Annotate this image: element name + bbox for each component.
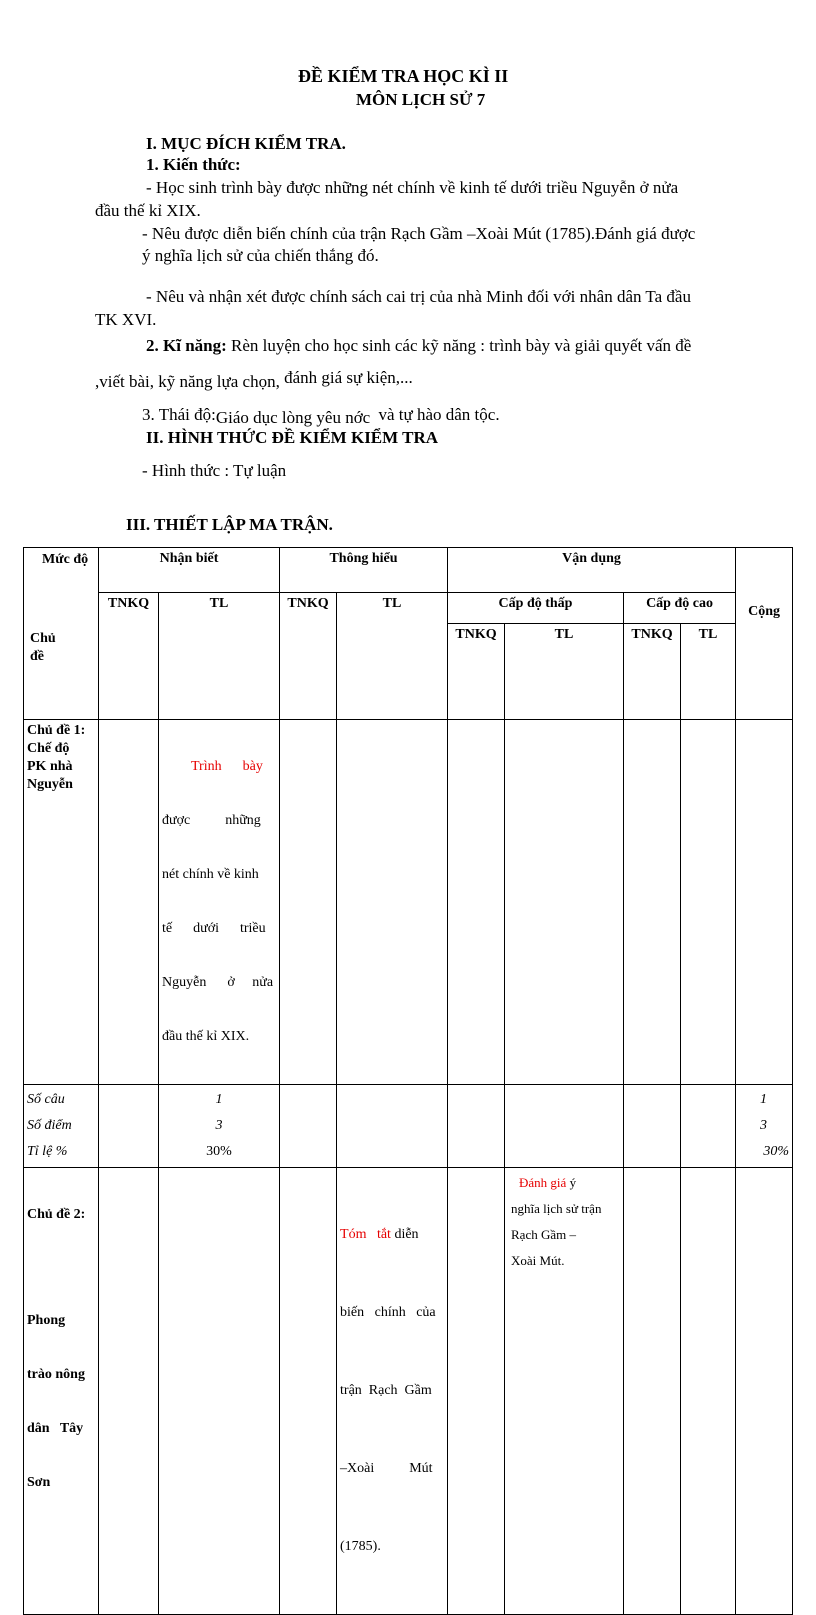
header-understand-tl: TL: [337, 593, 448, 720]
topic-1-low-tnkq: [448, 720, 505, 1085]
topic-2-understand-line: trận Rạch Gầm: [340, 1383, 432, 1398]
header-low-tnkq: TNKQ: [448, 624, 505, 720]
topic-2-total: [736, 1168, 793, 1615]
topic-1-stats-labels: [24, 1085, 99, 1168]
topic-2-low-tl: [505, 1168, 624, 1615]
header-understand-tnkq: TNKQ: [280, 593, 337, 720]
knowledge-heading: 1. Kiến thức:: [146, 155, 241, 174]
knowledge-item-1-line-1: - Học sinh trình bày được những nét chính về kinh tế dưới triều Nguyễn ở nửa: [146, 178, 679, 197]
topic-1-stats-total: [736, 1085, 793, 1168]
topic-2-title: [24, 1168, 99, 1615]
stat-value: 30%: [206, 1144, 232, 1159]
topic-2-understand-line: biến chính của: [340, 1305, 436, 1320]
header-high-tnkq: TNKQ: [624, 624, 681, 720]
header-level-topic: [24, 548, 99, 720]
topic-1-line: PK nhà: [27, 759, 73, 774]
attitude-line: [142, 405, 500, 427]
topic-2-low-tnkq: [448, 1168, 505, 1615]
topic-2-line: dân Tây: [27, 1421, 84, 1436]
knowledge-item-2-line-2: ý nghĩa lịch sử của chiến thắng đó.: [142, 246, 379, 265]
skills-line-2: [95, 368, 413, 392]
header-topic-b: đề: [30, 649, 44, 664]
skills-text-2a: ,viết bài, kỹ năng lựa chọn,: [95, 372, 280, 391]
topic-1-stats-understand-tl: [337, 1085, 448, 1168]
topic-2-understand-line: (1785).: [340, 1539, 381, 1554]
header-level: Mức độ: [42, 552, 89, 567]
document-title: ĐỀ KIỂM TRA HỌC KÌ II: [298, 66, 509, 86]
topic-2-low-red: Đánh giá: [519, 1175, 567, 1190]
attitude-heading: 3. Thái độ:: [142, 405, 216, 424]
topic-2-line: Phong: [27, 1313, 66, 1328]
knowledge-item-3-line-1: - Nêu và nhận xét được chính sách cai trị của nhà Minh đối với nhân dân Ta đầu: [146, 287, 691, 306]
topic-1-total: [736, 720, 793, 1085]
topic-1-recognize-line: tế dưới triều: [162, 921, 266, 936]
section-2-heading: II. HÌNH THỨC ĐỀ KIỂM KIỂM TRA: [146, 428, 439, 447]
section-1-heading: I. MỤC ĐÍCH KIỂM TRA.: [146, 134, 346, 153]
skills-heading: 2. Kĩ năng:: [146, 336, 227, 355]
topic-1-line: Chế độ: [27, 741, 70, 756]
topic-1-recognize-line: Nguyễn ở nửa: [162, 975, 274, 990]
topic-2-low-line: nghĩa lịch sử trận: [511, 1201, 602, 1216]
header-understand: Thông hiểu: [280, 548, 448, 593]
topic-1-recognize-red: Trình bày: [191, 759, 263, 774]
attitude-text-a: Giáo dục lòng yêu nớc: [215, 408, 371, 427]
skills-line-1: [146, 336, 691, 356]
topic-1-line: Chủ đề 1:: [27, 723, 86, 738]
knowledge-item-1-line-2: đầu thế kỉ XIX.: [95, 201, 201, 220]
topic-2-recognize-tnkq: [99, 1168, 159, 1615]
attitude-text-b: và tự hào dân tộc.: [378, 405, 500, 424]
header-low-tl: TL: [505, 624, 624, 720]
header-high-tl: TL: [681, 624, 736, 720]
topic-1-line: Nguyễn: [27, 777, 73, 792]
topic-1-recognize-tl: [159, 720, 280, 1085]
topic-1-recognize-line: nét chính về kinh: [162, 867, 259, 882]
topic-2-low-line: Xoài Mút.: [511, 1253, 565, 1268]
topic-1-recognize-line: đầu thế kỉ XIX.: [162, 1029, 250, 1044]
stat-total: 30%: [763, 1144, 790, 1159]
topic-2-high-tl: [681, 1168, 736, 1615]
topic-1-low-tl: [505, 720, 624, 1085]
topic-2-line: trào nông: [27, 1367, 85, 1382]
topic-1-stats-high-tnkq: [624, 1085, 681, 1168]
topic-2-line: Sơn: [27, 1475, 51, 1490]
knowledge-item-3-line-2: TK XVI.: [95, 310, 157, 329]
topic-2-understand-tnkq: [280, 1168, 337, 1615]
topic-1-stats-understand-tnkq: [280, 1085, 337, 1168]
topic-2-understand-line: –Xoài Mút: [340, 1461, 433, 1476]
topic-1-title: [24, 720, 99, 1085]
header-recognize-tl: TL: [159, 593, 280, 720]
topic-1-high-tl: [681, 720, 736, 1085]
section-3-heading: III. THIẾT LẬP MA TRẬN.: [126, 515, 333, 534]
header-apply-low: Cấp độ thấp: [448, 593, 624, 624]
stat-label: Số câu: [27, 1092, 65, 1107]
topic-2-understand-rest: diễn: [390, 1227, 419, 1242]
topic-2-understand-red: Tóm tắt: [340, 1227, 391, 1242]
skills-text: Rèn luyện cho học sinh các kỹ năng : trình bày và giải quyết vấn đề: [226, 336, 692, 355]
header-apply-high: Cấp độ cao: [624, 593, 736, 624]
topic-1-recognize-line: được những: [162, 813, 261, 828]
header-topic-a: Chủ: [30, 631, 56, 646]
stat-total: 3: [760, 1118, 768, 1133]
stat-value: 1: [215, 1092, 223, 1107]
topic-1-stats-recognize-tnkq: [99, 1085, 159, 1168]
topic-2-low-first-line: [511, 1170, 620, 1196]
topic-2-understand-first-line: [340, 1222, 444, 1248]
topic-2-understand-tl: [337, 1168, 448, 1615]
topic-2-low-rest: ý: [566, 1175, 577, 1190]
topic-2-recognize-tl: [159, 1168, 280, 1615]
header-recognize: Nhận biết: [99, 548, 280, 593]
topic-2-low-line: Rạch Gầm –: [511, 1227, 576, 1242]
exam-form: - Hình thức : Tự luận: [142, 461, 287, 480]
topic-1-stats-recognize-tl: [159, 1085, 280, 1168]
assessment-matrix: [23, 547, 793, 1615]
topic-2-high-tnkq: [624, 1168, 681, 1615]
knowledge-item-2-line-1: - Nêu được diễn biến chính của trận Rạch Gầm –Xoài Mút (1785).Đánh giá được: [142, 224, 696, 243]
topic-1-stats-high-tl: [681, 1085, 736, 1168]
topic-1-stats-low-tl: [505, 1085, 624, 1168]
header-total: Cộng: [736, 548, 793, 720]
topic-1-stats-low-tnkq: [448, 1085, 505, 1168]
skills-text-2b: đánh giá sự kiện,...: [284, 368, 413, 387]
topic-1-understand-tnkq: [280, 720, 337, 1085]
topic-1-understand-tl: [337, 720, 448, 1085]
topic-1-high-tnkq: [624, 720, 681, 1085]
topic-2-heading: Chủ đề 2:: [27, 1207, 86, 1222]
header-recognize-tnkq: TNKQ: [99, 593, 159, 720]
stat-total: 1: [760, 1092, 768, 1107]
document-subtitle: MÔN LỊCH SỬ 7: [356, 90, 486, 109]
stat-label: Tỉ lệ %: [27, 1144, 68, 1159]
stat-label: Số điểm: [27, 1118, 72, 1133]
stat-value: 3: [215, 1118, 223, 1133]
topic-1-recognize-tnkq: [99, 720, 159, 1085]
header-apply: Vận dụng: [448, 548, 736, 593]
